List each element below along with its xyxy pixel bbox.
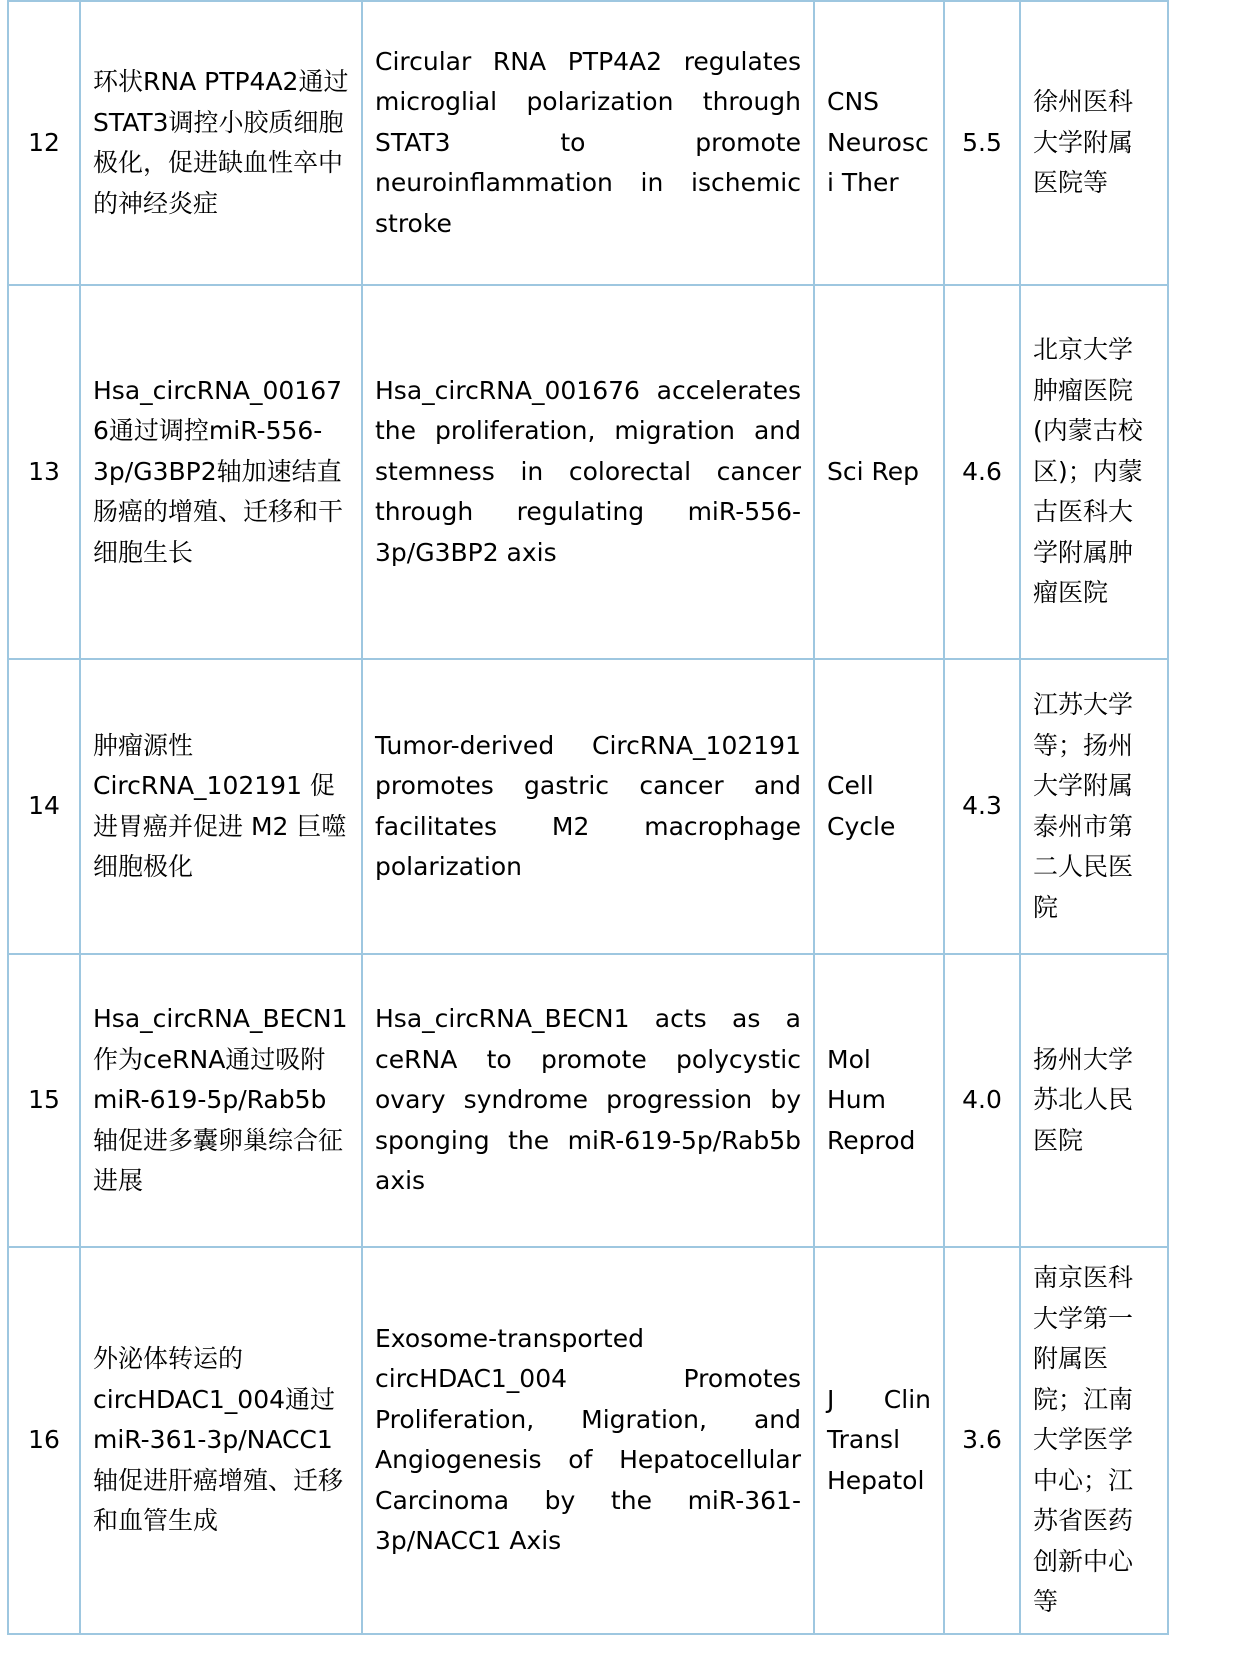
journal-name: Cell Cycle <box>814 659 944 954</box>
journal-name: CNS Neurosci Ther <box>814 1 944 285</box>
table-row <box>8 1 1168 285</box>
impact-factor: 4.3 <box>944 659 1020 954</box>
english-title: Tumor-derived CircRNA_102191 promotes gastric cancer and facilitates M2 macrophage polarization <box>362 659 814 954</box>
row-index: 14 <box>8 659 80 954</box>
english-title: Exosome-transported circHDAC1_004 Promotes Proliferation, Migration, and Angiogenesis of Hepatocellular Carcinoma by the miR-361-3p/NACC1 Axis <box>362 1247 814 1634</box>
publications-table <box>7 0 1169 1635</box>
impact-factor: 5.5 <box>944 1 1020 285</box>
chinese-title: 肿瘤源性CircRNA_102191 促进胃癌并促进 M2 巨噬细胞极化 <box>80 659 362 954</box>
english-title: Hsa_circRNA_001676 accelerates the proliferation, migration and stemness in colorectal cancer through regulating miR-556-3p/G3BP2 axis <box>362 285 814 659</box>
affiliation: 北京大学肿瘤医院(内蒙古校区)；内蒙古医科大学附属肿瘤医院 <box>1020 285 1168 659</box>
impact-factor: 4.6 <box>944 285 1020 659</box>
impact-factor: 4.0 <box>944 954 1020 1247</box>
affiliation: 南京医科大学第一附属医院；江南大学医学中心；江苏省医药创新中心等 <box>1020 1247 1168 1634</box>
row-index: 13 <box>8 285 80 659</box>
journal-name: Sci Rep <box>814 285 944 659</box>
row-index: 12 <box>8 1 80 285</box>
journal-name: J Clin Transl Hepatol <box>814 1247 944 1634</box>
chinese-title: Hsa_circRNA_BECN1作为ceRNA通过吸附miR-619-5p/Rab5b轴促进多囊卵巢综合征进展 <box>80 954 362 1247</box>
table-row <box>8 659 1168 954</box>
chinese-title: Hsa_circRNA_001676通过调控miR-556-3p/G3BP2轴加速结直肠癌的增殖、迁移和干细胞生长 <box>80 285 362 659</box>
row-index: 16 <box>8 1247 80 1634</box>
affiliation: 江苏大学等；扬州大学附属泰州市第二人民医院 <box>1020 659 1168 954</box>
row-index: 15 <box>8 954 80 1247</box>
chinese-title: 外泌体转运的circHDAC1_004通过miR-361-3p/NACC1轴促进肝癌增殖、迁移和血管生成 <box>80 1247 362 1634</box>
impact-factor: 3.6 <box>944 1247 1020 1634</box>
table-row <box>8 1247 1168 1634</box>
english-title: Circular RNA PTP4A2 regulates microglial polarization through STAT3 to promote neuroinflammation in ischemic stroke <box>362 1 814 285</box>
english-title: Hsa_circRNA_BECN1 acts as a ceRNA to promote polycystic ovary syndrome progression by sponging the miR-619-5p/Rab5b axis <box>362 954 814 1247</box>
journal-name: Mol Hum Reprod <box>814 954 944 1247</box>
table-row <box>8 954 1168 1247</box>
chinese-title: 环状RNA PTP4A2通过STAT3调控小胶质细胞极化，促进缺血性卒中的神经炎症 <box>80 1 362 285</box>
table-row <box>8 285 1168 659</box>
affiliation: 扬州大学苏北人民医院 <box>1020 954 1168 1247</box>
affiliation: 徐州医科大学附属医院等 <box>1020 1 1168 285</box>
